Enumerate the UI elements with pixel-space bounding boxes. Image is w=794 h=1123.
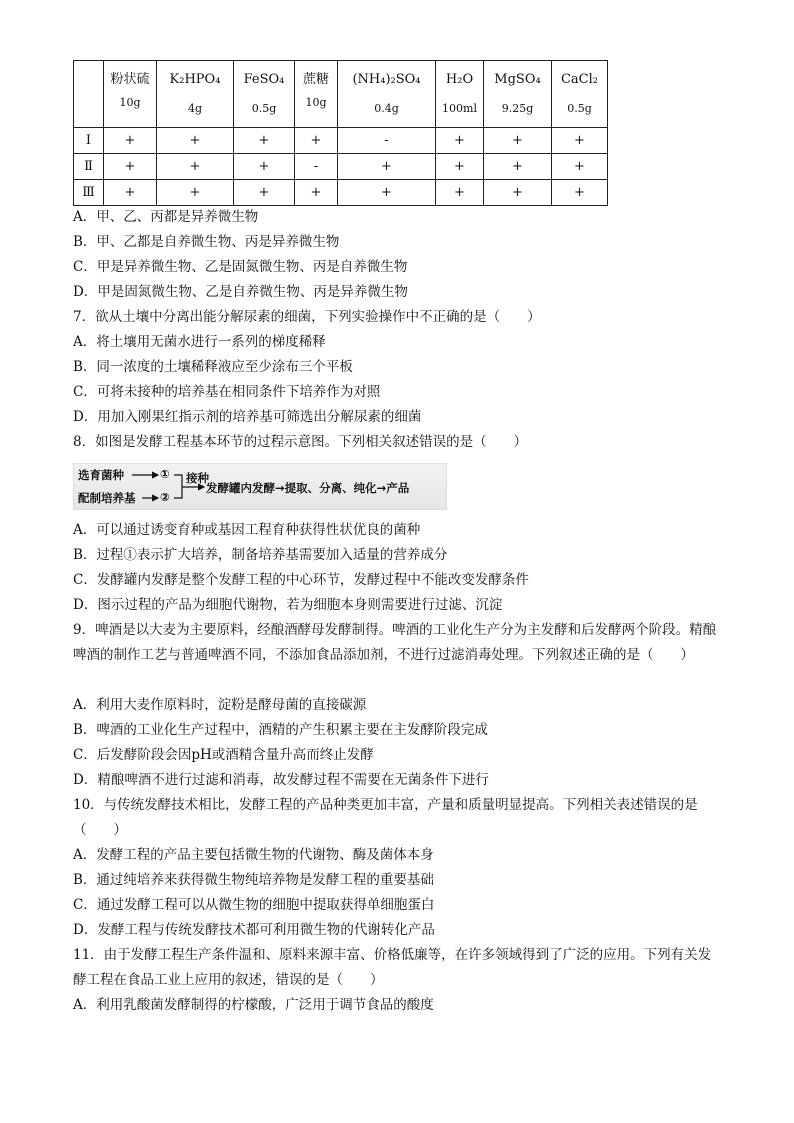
q10-stem: 10．与传统发酵技术相比，发酵工程的产品种类更加丰富，产量和质量明显提高。下列相关表述错误的是（ ） bbox=[73, 797, 698, 838]
q9-stem: 9．啤酒是以大麦为主要原料，经酿酒酵母发酵制得。啤酒的工业化生产分为主发酵和后发酵两个阶段。精酿啤酒的制作工艺与普通啤酒不同，不添加食品添加剂，不进行过滤消毒处理。下列叙述正确的是（ ） bbox=[73, 622, 717, 663]
step-1-label: ① bbox=[160, 467, 170, 481]
table-cell: + bbox=[295, 180, 338, 206]
q7-stem: 7．欲从土壤中分离出能分解尿素的细菌，下列实验操作中不正确的是（ ） bbox=[73, 309, 541, 325]
table-cell: - bbox=[338, 128, 436, 154]
row-label: Ⅱ bbox=[74, 154, 104, 180]
q9-option-d: D．精酿啤酒不进行过滤和消毒，故发酵过程不需要在无菌条件下进行 bbox=[73, 772, 489, 788]
header-cell: 粉状硫 10g bbox=[104, 61, 157, 128]
fermentation-flow-diagram bbox=[73, 463, 447, 510]
table-cell: + bbox=[295, 128, 338, 154]
table-cell: + bbox=[436, 180, 484, 206]
table-cell: + bbox=[436, 154, 484, 180]
q6-option-b: B．甲、乙都是自养微生物、丙是异养微生物 bbox=[73, 234, 340, 250]
table-cell: + bbox=[552, 180, 608, 206]
culture-medium-table bbox=[73, 60, 608, 206]
table-cell: + bbox=[484, 154, 552, 180]
table-cell: + bbox=[484, 128, 552, 154]
table-cell: + bbox=[338, 180, 436, 206]
prepare-medium-label: 配制培养基 bbox=[78, 491, 136, 505]
q8-option-c: C．发酵罐内发酵是整个发酵工程的中心环节，发酵过程中不能改变发酵条件 bbox=[73, 572, 529, 588]
table-cell: - bbox=[295, 154, 338, 180]
q11-stem: 11．由于发酵工程生产条件温和、原料来源丰富、价格低廉等，在许多领域得到了广泛的应用。下列有关发酵工程在食品工业上应用的叙述，错误的是（ ） bbox=[73, 947, 712, 988]
step-2-label: ② bbox=[160, 490, 170, 504]
q6-option-a: A．甲、乙、丙都是异养微生物 bbox=[73, 209, 259, 225]
table-cell: + bbox=[157, 180, 234, 206]
row-label: Ⅲ bbox=[74, 180, 104, 206]
table-corner-cell bbox=[74, 61, 104, 128]
q9-option-a: A．利用大麦作原料时，淀粉是酵母菌的直接碳源 bbox=[73, 697, 367, 713]
table-cell: + bbox=[104, 180, 157, 206]
q7-option-a: A．将土壤用无菌水进行一系列的梯度稀释 bbox=[73, 334, 326, 350]
q9-option-b: B．啤酒的工业化生产过程中，酒精的产生积累主要在主发酵阶段完成 bbox=[73, 722, 488, 738]
table-cell: + bbox=[104, 154, 157, 180]
table-cell: + bbox=[157, 154, 234, 180]
q10-option-b: B．通过纯培养来获得微生物纯培养物是发酵工程的重要基础 bbox=[73, 872, 434, 888]
header-cell: MgSO₄ 9.25g bbox=[484, 61, 552, 128]
table-row bbox=[74, 154, 608, 180]
header-cell: 蔗糖 10g bbox=[295, 61, 338, 128]
q10-option-d: D．发酵工程与传统发酵技术都可利用微生物的代谢转化产品 bbox=[73, 922, 435, 938]
q11-option-a: A．利用乳酸菌发酵制得的柠檬酸，广泛用于调节食品的酸度 bbox=[73, 997, 434, 1013]
q9-option-c: C．后发酵阶段会因pH或酒精含量升高而终止发酵 bbox=[73, 747, 374, 763]
q7-option-c: C．可将未接种的培养基在相同条件下培养作为对照 bbox=[73, 384, 381, 400]
row-label: Ⅰ bbox=[74, 128, 104, 154]
table-row bbox=[74, 180, 608, 206]
table-cell: + bbox=[484, 180, 552, 206]
table-cell: + bbox=[234, 154, 295, 180]
table-cell: + bbox=[104, 128, 157, 154]
header-cell: H₂O 100ml bbox=[436, 61, 484, 128]
q8-option-d: D．图示过程的产品为细胞代谢物，若为细胞本身则需要进行过滤、沉淀 bbox=[73, 597, 503, 613]
q8-option-b: B．过程①表示扩大培养，制备培养基需要加入适量的营养成分 bbox=[73, 547, 448, 563]
inoculate-label: 接种 bbox=[186, 471, 209, 485]
table-row bbox=[74, 128, 608, 154]
table-cell: + bbox=[552, 154, 608, 180]
q8-stem: 8．如图是发酵工程基本环节的过程示意图。下列相关叙述错误的是（ ） bbox=[73, 434, 528, 450]
q7-option-d: D．用加入刚果红指示剂的培养基可筛选出分解尿素的细菌 bbox=[73, 409, 422, 425]
process-chain-label: 发酵罐内发酵→提取、分离、纯化→产品 bbox=[206, 481, 410, 495]
table-header-row bbox=[74, 61, 608, 128]
table-cell: + bbox=[157, 128, 234, 154]
table-cell: + bbox=[552, 128, 608, 154]
table-cell: + bbox=[234, 180, 295, 206]
header-cell: CaCl₂ 0.5g bbox=[552, 61, 608, 128]
q7-option-b: B．同一浓度的土壤稀释液应至少涂布三个平板 bbox=[73, 359, 353, 375]
q6-option-c: C．甲是异养微生物、乙是固氮微生物、丙是自养微生物 bbox=[73, 259, 408, 275]
q6-option-d: D．甲是固氮微生物、乙是自养微生物、丙是异养微生物 bbox=[73, 284, 408, 300]
header-cell: FeSO₄ 0.5g bbox=[234, 61, 295, 128]
table-cell: + bbox=[338, 154, 436, 180]
select-strain-label: 选育菌种 bbox=[78, 468, 124, 482]
q10-option-a: A．发酵工程的产品主要包括微生物的代谢物、酶及菌体本身 bbox=[73, 847, 434, 863]
header-cell: K₂HPO₄ 4g bbox=[157, 61, 234, 128]
q10-option-c: C．通过发酵工程可以从微生物的细胞中提取获得单细胞蛋白 bbox=[73, 897, 435, 913]
q8-option-a: A．可以通过诱变育种或基因工程育种获得性状优良的菌种 bbox=[73, 522, 421, 538]
table-cell: + bbox=[234, 128, 295, 154]
table-cell: + bbox=[436, 128, 484, 154]
header-cell: (NH₄)₂SO₄ 0.4g bbox=[338, 61, 436, 128]
